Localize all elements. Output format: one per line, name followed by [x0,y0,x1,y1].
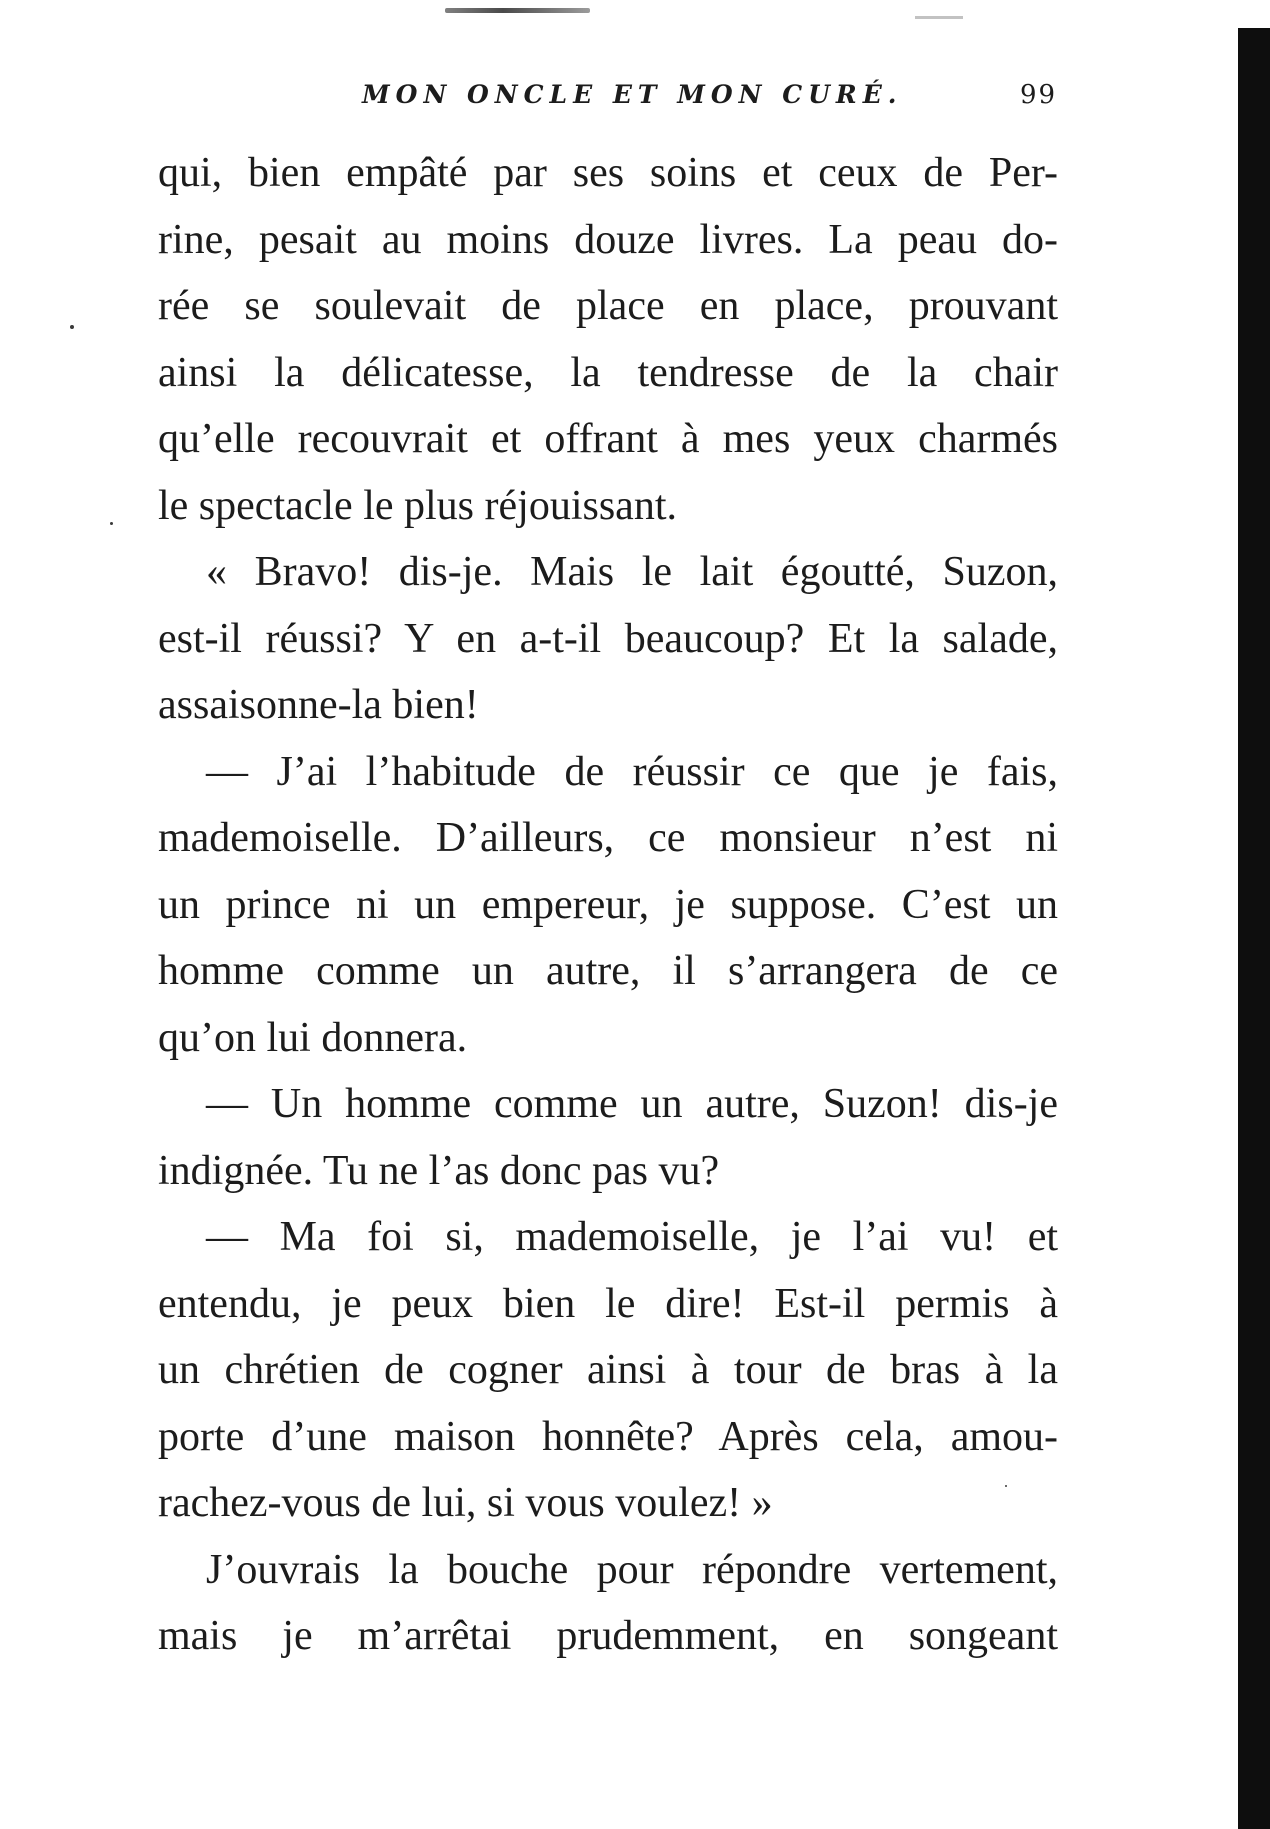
text-line: qui, bien empâté par ses soins et ceux de Per- [158,150,1058,196]
page-edge-shadow [1238,28,1270,1829]
text-line: J’ouvrais la bouche pour répondre vertement, [206,1546,1058,1593]
running-header [362,80,1062,120]
text-line: rachez-vous de lui, si vous voulez! » [158,1480,773,1526]
text-line: qu’on lui donnera. [158,1014,468,1061]
text-line: — J’ai l’habitude de réussir ce que je fais, [206,748,1058,795]
body-text [158,140,1058,1670]
text-line: un chrétien de cogner ainsi à tour de bras à la [158,1347,1058,1393]
text-line: entendu, je peux bien le dire! Est-il permis à [158,1280,1058,1327]
text-line: « Bravo! dis-je. Mais le lait égoutté, Suzon, [206,549,1058,595]
text-line: porte d’une maison honnête? Après cela, amou- [158,1413,1058,1460]
scan-artifact-top [445,8,590,13]
text-line: indignée. Tu ne l’as donc pas vu? [158,1147,720,1194]
text-line: ainsi la délicatesse, la tendresse de la chair [158,349,1058,396]
text-line: est-il réussi? Y en a-t-il beaucoup? Et la salade, [158,615,1058,662]
text-line: rine, pesait au moins douze livres. La peau do- [158,216,1058,263]
text-line: qu’elle recouvrait et offrant à mes yeux charmés [158,416,1058,462]
page-number: 99 [1020,80,1058,110]
text-line: homme comme un autre, il s’arrangera de ce [158,948,1058,994]
text-line: assaisonne-la bien! [158,682,479,728]
text-line: — Ma foi si, mademoiselle, je l’ai vu! et [206,1214,1058,1260]
text-line: un prince ni un empereur, je suppose. C’est un [158,881,1058,928]
text-line: mais je m’arrêtai prudemment, en songeant [158,1613,1058,1659]
text-line: — Un homme comme un autre, Suzon! dis-je [206,1081,1058,1127]
text-line: rée se soulevait de place en place, prouvant [158,283,1058,329]
text-line: mademoiselle. D’ailleurs, ce monsieur n’est ni [158,815,1058,861]
scan-artifact-top-right [915,16,963,19]
scan-speck [110,522,113,525]
running-title: MON ONCLE ET MON CURÉ. [362,80,903,109]
text-line: le spectacle le plus réjouissant. [158,482,677,529]
scan-speck [70,325,74,329]
